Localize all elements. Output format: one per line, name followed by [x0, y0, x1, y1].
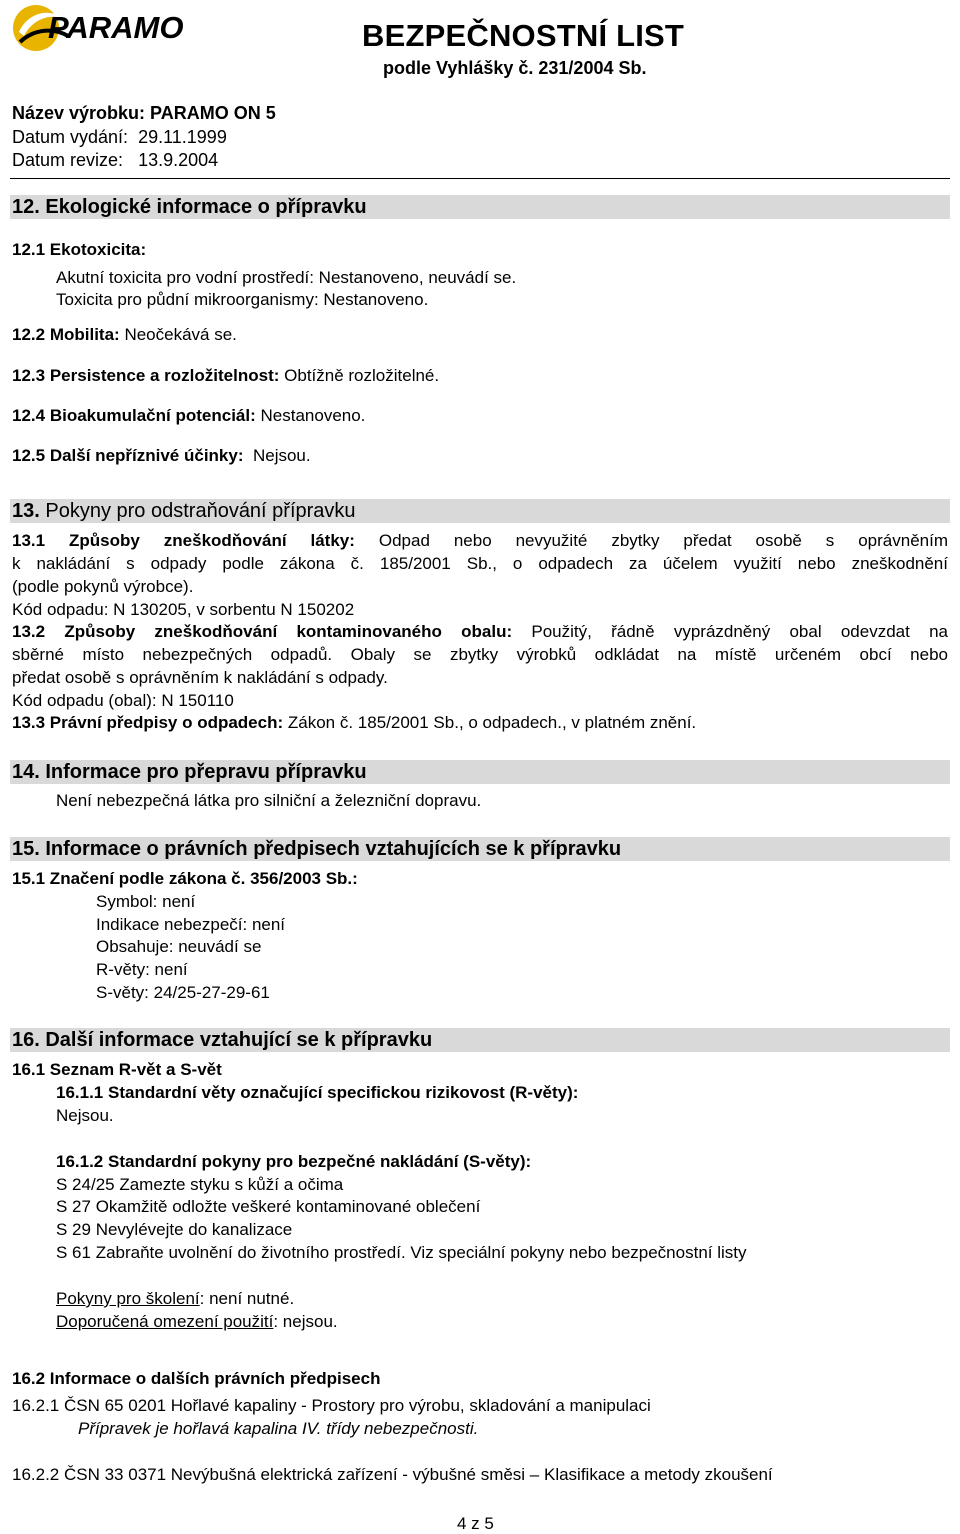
issue-date-value: 29.11.1999 — [138, 127, 227, 147]
other-effects-label: Další nepříznivé účinky: — [49, 446, 244, 465]
training-info — [56, 1289, 294, 1309]
section-13-number: 13. — [12, 500, 40, 522]
disposal-packaging-line3: předat osobě s oprávněním k nakládání s odpady. — [12, 668, 388, 687]
waste-code: Kód odpadu: N 130205, v sorbentu N 150202 — [12, 600, 355, 619]
disposal-packaging-line2: sběrné místo nebezpečných odpadů. Obaly se zbytky výrobků odkládat na místě určeném obcí nebo — [12, 645, 948, 664]
mobility-value: Neočekává se. — [124, 325, 237, 344]
waste-legislation-value: Zákon č. 185/2001 Sb., o odpadech., v platném znění. — [287, 713, 697, 732]
mobility-label: Mobilita: — [49, 325, 120, 344]
phrases-list-heading: 16.1 Seznam R-vět a S-vět — [12, 1060, 222, 1079]
section-13-text: Pokyny pro odstraňování přípravku — [45, 500, 356, 522]
revision-date — [12, 150, 218, 171]
standard-csn-330371: 16.2.2 ČSN 33 0371 Nevýbušná elektrická zařízení - výbušné směsi – Klasifikace a metody zkoušení — [12, 1465, 773, 1484]
packaging-waste-code: Kód odpadu (obal): N 150110 — [12, 691, 234, 710]
use-restrictions-label: Doporučená omezení použití — [56, 1312, 274, 1331]
hazard-indication: Indikace nebezpečí: není — [96, 915, 286, 934]
standard-csn-650201: 16.2.1 ČSN 65 0201 Hořlavé kapaliny - Prostory pro výrobu, skladování a manipulaci — [12, 1396, 651, 1415]
training-value: : není nutné. — [199, 1289, 295, 1308]
waste-legislation-label: 13.3 Právní předpisy o odpadech: — [12, 713, 284, 732]
bioaccumulation-number: 12.4 — [12, 406, 46, 425]
persistence-number: 12.3 — [12, 366, 46, 385]
persistence-value: Obtížně rozložitelné. — [284, 366, 440, 385]
issue-date — [12, 127, 227, 148]
aquatic-toxicity: Akutní toxicita pro vodní prostředí: Nestanoveno, neuvádí se. — [56, 268, 517, 287]
contains: Obsahuje: neuvádí se — [96, 937, 262, 956]
waste-legislation — [12, 713, 696, 733]
disposal-packaging-label: 13.2 Způsoby zneškodňování kontaminovaného obalu: — [12, 622, 513, 641]
disposal-substance-label: 13.1 Způsoby zneškodňování látky: — [12, 531, 355, 550]
other-effects — [12, 446, 311, 466]
use-restrictions-value: : nejsou. — [273, 1312, 338, 1331]
s-phrase-27: S 27 Okamžitě odložte veškeré kontaminované oblečení — [56, 1197, 481, 1216]
symbol: Symbol: není — [96, 892, 196, 911]
section-16-title: 16. Další informace vztahující se k přípravku — [12, 1029, 433, 1051]
page-number: 4 z 5 — [457, 1514, 494, 1533]
s-phrase-24-25: S 24/25 Zamezte styku s kůží a očima — [56, 1175, 344, 1194]
revision-date-value: 13.9.2004 — [138, 150, 219, 170]
r-phrases: R-věty: není — [96, 960, 188, 979]
training-label: Pokyny pro školení — [56, 1289, 200, 1308]
issue-date-label: Datum vydání: — [12, 127, 129, 147]
section-13-title — [12, 500, 356, 523]
bioaccumulation-value: Nestanoveno. — [260, 406, 366, 425]
bioaccumulation — [12, 406, 365, 426]
s-phrases: S-věty: 24/25-27-29-61 — [96, 983, 270, 1002]
use-restrictions — [56, 1312, 338, 1332]
disposal-substance-line3: (podle pokynů výrobce). — [12, 577, 194, 596]
persistence-label: Persistence a rozložitelnost: — [49, 366, 280, 385]
revision-date-label: Datum revize: — [12, 150, 124, 170]
soil-toxicity: Toxicita pro půdní mikroorganismy: Nestanoveno. — [56, 290, 429, 309]
paramo-logo — [10, 2, 205, 54]
section-15-title: 15. Informace o právních předpisech vztahujících se k přípravku — [12, 838, 622, 860]
section-12-title: 12. Ekologické informace o přípravku — [12, 196, 367, 218]
legal-info-heading: 16.2 Informace o dalších právních předpisech — [12, 1369, 381, 1388]
header-divider — [10, 178, 950, 179]
disposal-packaging-text: Použitý, řádně vyprázdněný obal odevzdat na — [531, 622, 948, 641]
mobility — [12, 325, 237, 345]
transport-info: Není nebezpečná látka pro silniční a železniční dopravu. — [56, 791, 482, 810]
document-subtitle: podle Vyhlášky č. 231/2004 Sb. — [383, 58, 647, 78]
mobility-number: 12.2 — [12, 325, 46, 344]
logo-wordmark: PARAMO — [48, 10, 184, 45]
r-phrases-value: Nejsou. — [56, 1106, 114, 1125]
persistence — [12, 366, 439, 386]
bioaccumulation-label: Bioakumulační potenciál: — [49, 406, 256, 425]
product-name: Název výrobku: PARAMO ON 5 — [12, 103, 276, 123]
document-title: BEZPEČNOSTNÍ LIST — [362, 18, 685, 53]
ecotoxicity-heading: 12.1 Ekotoxicita: — [12, 240, 147, 259]
disposal-packaging-line1 — [12, 622, 948, 642]
s-phrases-heading: 16.1.2 Standardní pokyny pro bezpečné nakládání (S-věty): — [56, 1152, 532, 1171]
other-effects-value: Nejsou. — [252, 446, 311, 465]
disposal-substance-line2: k nakládání s odpady podle zákona č. 185/2001 Sb., o odpadech za účelem využití nebo zneškodnění — [12, 554, 948, 573]
section-14-title: 14. Informace pro přepravu přípravku — [12, 761, 367, 783]
s-phrase-61: S 61 Zabraňte uvolnění do životního prostředí. Viz speciální pokyny nebo bezpečnostní listy — [56, 1243, 747, 1262]
labelling-heading: 15.1 Značení podle zákona č. 356/2003 Sb.: — [12, 869, 358, 888]
other-effects-number: 12.5 — [12, 446, 46, 465]
disposal-substance-text: Odpad nebo nevyužité zbytky předat osobě s oprávněním — [378, 531, 948, 550]
disposal-substance-line1 — [12, 531, 948, 551]
r-phrases-heading: 16.1.1 Standardní věty označující specifickou rizikovost (R-věty): — [56, 1083, 579, 1102]
s-phrase-29: S 29 Nevylévejte do kanalizace — [56, 1220, 293, 1239]
flammable-class-note: Přípravek je hořlavá kapalina IV. třídy nebezpečnosti. — [78, 1419, 479, 1438]
